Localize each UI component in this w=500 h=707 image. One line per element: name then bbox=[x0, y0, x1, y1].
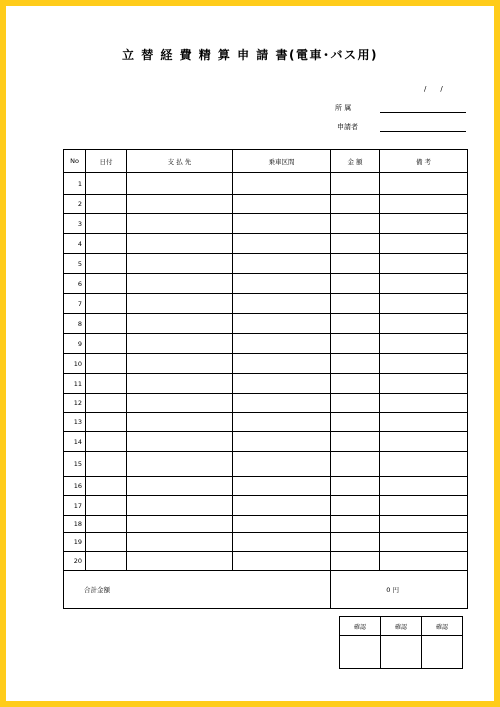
route-cell[interactable] bbox=[233, 274, 331, 294]
row-number: 10 bbox=[64, 354, 86, 374]
payee-cell[interactable] bbox=[127, 254, 233, 274]
payee-cell[interactable] bbox=[127, 234, 233, 254]
remarks-cell[interactable] bbox=[380, 496, 468, 516]
remarks-cell[interactable] bbox=[380, 516, 468, 533]
remarks-cell[interactable] bbox=[380, 254, 468, 274]
amount-cell[interactable] bbox=[331, 314, 380, 334]
route-cell[interactable] bbox=[233, 432, 331, 452]
payee-cell[interactable] bbox=[127, 413, 233, 432]
date-cell[interactable] bbox=[86, 274, 127, 294]
remarks-cell[interactable] bbox=[380, 294, 468, 314]
payee-cell[interactable] bbox=[127, 173, 233, 195]
row-number: 15 bbox=[64, 452, 86, 477]
payee-cell[interactable] bbox=[127, 552, 233, 571]
amount-cell[interactable] bbox=[331, 374, 380, 394]
confirm-stamp-2[interactable] bbox=[381, 636, 422, 669]
header-route: 乗車区間 bbox=[233, 150, 331, 173]
remarks-cell[interactable] bbox=[380, 374, 468, 394]
row-number: 16 bbox=[64, 477, 86, 496]
date-cell[interactable] bbox=[86, 374, 127, 394]
date-cell[interactable] bbox=[86, 496, 127, 516]
remarks-cell[interactable] bbox=[380, 274, 468, 294]
row-number: 5 bbox=[64, 254, 86, 274]
remarks-cell[interactable] bbox=[380, 234, 468, 254]
payee-cell[interactable] bbox=[127, 496, 233, 516]
total-row bbox=[64, 571, 468, 609]
confirmation-stamps bbox=[339, 616, 463, 669]
amount-cell[interactable] bbox=[331, 552, 380, 571]
amount-cell[interactable] bbox=[331, 234, 380, 254]
route-cell[interactable] bbox=[233, 533, 331, 552]
row-number: 2 bbox=[64, 195, 86, 214]
amount-cell[interactable] bbox=[331, 413, 380, 432]
date-cell[interactable] bbox=[86, 354, 127, 374]
row-number: 20 bbox=[64, 552, 86, 571]
applicant-label: 申請者 bbox=[337, 123, 358, 131]
date-cell[interactable] bbox=[86, 394, 127, 413]
date-cell[interactable] bbox=[86, 413, 127, 432]
table-row bbox=[64, 354, 468, 374]
table-row bbox=[64, 413, 468, 432]
payee-cell[interactable] bbox=[127, 354, 233, 374]
amount-cell[interactable] bbox=[331, 354, 380, 374]
route-cell[interactable] bbox=[233, 214, 331, 234]
remarks-cell[interactable] bbox=[380, 477, 468, 496]
header-no: No bbox=[64, 150, 86, 173]
row-number: 17 bbox=[64, 496, 86, 516]
route-cell[interactable] bbox=[233, 394, 331, 413]
row-number: 3 bbox=[64, 214, 86, 234]
route-cell[interactable] bbox=[233, 477, 331, 496]
remarks-cell[interactable] bbox=[380, 432, 468, 452]
confirm-stamp-1[interactable] bbox=[340, 636, 381, 669]
table-row bbox=[64, 334, 468, 354]
header-payee: 支 払 先 bbox=[127, 150, 233, 173]
table-header-row bbox=[64, 150, 468, 173]
table-row bbox=[64, 432, 468, 452]
payee-cell[interactable] bbox=[127, 274, 233, 294]
confirm-label-2: 確認 bbox=[381, 617, 422, 636]
affiliation-label: 所 属 bbox=[335, 104, 352, 112]
date-cell[interactable] bbox=[86, 173, 127, 195]
remarks-cell[interactable] bbox=[380, 552, 468, 571]
route-cell[interactable] bbox=[233, 173, 331, 195]
row-number: 6 bbox=[64, 274, 86, 294]
payee-cell[interactable] bbox=[127, 195, 233, 214]
remarks-cell[interactable] bbox=[380, 173, 468, 195]
route-cell[interactable] bbox=[233, 413, 331, 432]
amount-cell[interactable] bbox=[331, 173, 380, 195]
remarks-cell[interactable] bbox=[380, 533, 468, 552]
date-cell[interactable] bbox=[86, 294, 127, 314]
route-cell[interactable] bbox=[233, 374, 331, 394]
table-row bbox=[64, 234, 468, 254]
payee-cell[interactable] bbox=[127, 374, 233, 394]
row-number: 4 bbox=[64, 234, 86, 254]
amount-cell[interactable] bbox=[331, 334, 380, 354]
row-number: 13 bbox=[64, 413, 86, 432]
document-title: 立 替 経 費 精 算 申 請 書(電車･バス用) bbox=[122, 48, 378, 62]
route-cell[interactable] bbox=[233, 552, 331, 571]
table-row bbox=[64, 314, 468, 334]
row-number: 11 bbox=[64, 374, 86, 394]
payee-cell[interactable] bbox=[127, 294, 233, 314]
remarks-cell[interactable] bbox=[380, 394, 468, 413]
amount-cell[interactable] bbox=[331, 195, 380, 214]
row-number: 8 bbox=[64, 314, 86, 334]
total-amount: 0 円 bbox=[331, 571, 468, 609]
route-cell[interactable] bbox=[233, 452, 331, 477]
date-cell[interactable] bbox=[86, 477, 127, 496]
table-row bbox=[64, 496, 468, 516]
table-row bbox=[64, 552, 468, 571]
remarks-cell[interactable] bbox=[380, 354, 468, 374]
payee-cell[interactable] bbox=[127, 516, 233, 533]
affiliation-field[interactable] bbox=[380, 112, 466, 113]
remarks-cell[interactable] bbox=[380, 214, 468, 234]
table-row bbox=[64, 173, 468, 195]
remarks-cell[interactable] bbox=[380, 195, 468, 214]
date-cell[interactable] bbox=[86, 432, 127, 452]
date-cell[interactable] bbox=[86, 254, 127, 274]
table-row bbox=[64, 533, 468, 552]
amount-cell[interactable] bbox=[331, 394, 380, 413]
applicant-field[interactable] bbox=[380, 131, 466, 132]
table-row bbox=[64, 294, 468, 314]
payee-cell[interactable] bbox=[127, 394, 233, 413]
date-cell[interactable] bbox=[86, 516, 127, 533]
payee-cell[interactable] bbox=[127, 214, 233, 234]
date-cell[interactable] bbox=[86, 552, 127, 571]
table-row bbox=[64, 516, 468, 533]
payee-cell[interactable] bbox=[127, 334, 233, 354]
date-cell[interactable] bbox=[86, 533, 127, 552]
amount-cell[interactable] bbox=[331, 274, 380, 294]
table-row bbox=[64, 477, 468, 496]
row-number: 9 bbox=[64, 334, 86, 354]
amount-cell[interactable] bbox=[331, 516, 380, 533]
date-cell[interactable] bbox=[86, 234, 127, 254]
remarks-cell[interactable] bbox=[380, 452, 468, 477]
route-cell[interactable] bbox=[233, 294, 331, 314]
route-cell[interactable] bbox=[233, 234, 331, 254]
amount-cell[interactable] bbox=[331, 496, 380, 516]
row-number: 19 bbox=[64, 533, 86, 552]
table-row bbox=[64, 452, 468, 477]
date-cell[interactable] bbox=[86, 334, 127, 354]
payee-cell[interactable] bbox=[127, 533, 233, 552]
route-cell[interactable] bbox=[233, 516, 331, 533]
route-cell[interactable] bbox=[233, 314, 331, 334]
row-number: 14 bbox=[64, 432, 86, 452]
payee-cell[interactable] bbox=[127, 432, 233, 452]
row-number: 7 bbox=[64, 294, 86, 314]
route-cell[interactable] bbox=[233, 334, 331, 354]
amount-cell[interactable] bbox=[331, 214, 380, 234]
table-row bbox=[64, 214, 468, 234]
table-row bbox=[64, 274, 468, 294]
row-number: 1 bbox=[64, 173, 86, 195]
payee-cell[interactable] bbox=[127, 477, 233, 496]
header-date: 日付 bbox=[86, 150, 127, 173]
date-field[interactable]: / / bbox=[424, 85, 443, 93]
row-number: 12 bbox=[64, 394, 86, 413]
confirm-label-1: 確認 bbox=[340, 617, 381, 636]
payee-cell[interactable] bbox=[127, 452, 233, 477]
date-cell[interactable] bbox=[86, 214, 127, 234]
table-row bbox=[64, 254, 468, 274]
amount-cell[interactable] bbox=[331, 432, 380, 452]
route-cell[interactable] bbox=[233, 254, 331, 274]
header-remarks: 備 考 bbox=[380, 150, 468, 173]
header-amount: 金 額 bbox=[331, 150, 380, 173]
route-cell[interactable] bbox=[233, 195, 331, 214]
date-cell[interactable] bbox=[86, 452, 127, 477]
date-cell[interactable] bbox=[86, 314, 127, 334]
remarks-cell[interactable] bbox=[380, 413, 468, 432]
payee-cell[interactable] bbox=[127, 314, 233, 334]
confirm-label-3: 確認 bbox=[422, 617, 463, 636]
amount-cell[interactable] bbox=[331, 452, 380, 477]
row-number: 18 bbox=[64, 516, 86, 533]
remarks-cell[interactable] bbox=[380, 314, 468, 334]
table-row bbox=[64, 374, 468, 394]
total-label: 合計金額 bbox=[64, 571, 331, 609]
amount-cell[interactable] bbox=[331, 254, 380, 274]
amount-cell[interactable] bbox=[331, 533, 380, 552]
route-cell[interactable] bbox=[233, 354, 331, 374]
amount-cell[interactable] bbox=[331, 477, 380, 496]
amount-cell[interactable] bbox=[331, 294, 380, 314]
date-cell[interactable] bbox=[86, 195, 127, 214]
remarks-cell[interactable] bbox=[380, 334, 468, 354]
table-row bbox=[64, 195, 468, 214]
table-row bbox=[64, 394, 468, 413]
confirm-stamp-3[interactable] bbox=[422, 636, 463, 669]
route-cell[interactable] bbox=[233, 496, 331, 516]
expense-table bbox=[63, 149, 468, 609]
